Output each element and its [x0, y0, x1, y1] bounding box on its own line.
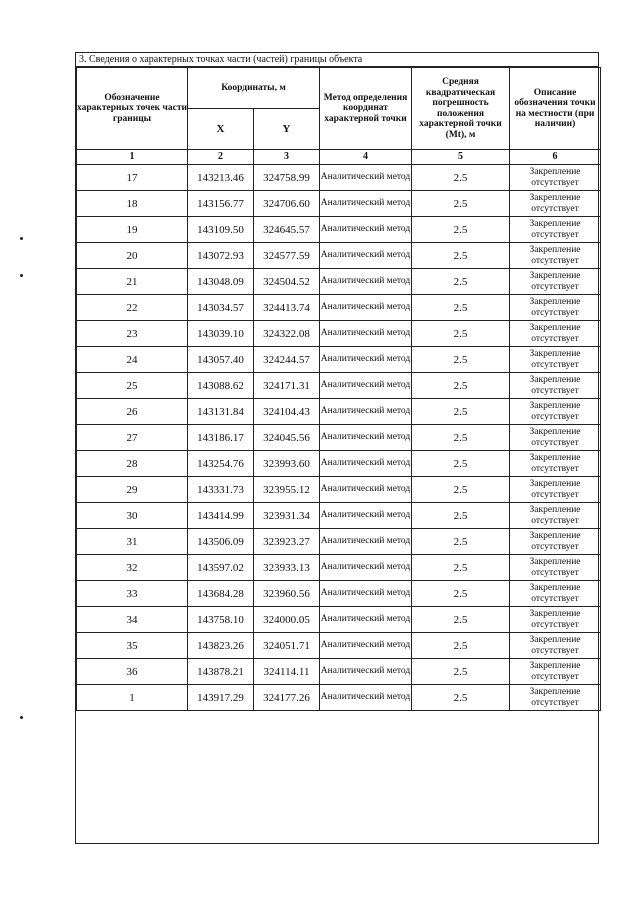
description-cell: Закрепление отсутствует: [510, 217, 601, 243]
accuracy-cell: 2.5: [412, 581, 510, 607]
accuracy-cell: 2.5: [412, 503, 510, 529]
description-cell: Закрепление отсутствует: [510, 555, 601, 581]
column-number: 1: [77, 150, 188, 165]
table-row: [77, 685, 601, 711]
document-frame: [75, 52, 599, 844]
column-number: 6: [510, 150, 601, 165]
description-cell: Закрепление отсутствует: [510, 243, 601, 269]
table-row: [77, 425, 601, 451]
description-cell: Закрепление отсутствует: [510, 425, 601, 451]
description-cell: Закрепление отсутствует: [510, 581, 601, 607]
method-cell: Аналитический метод: [320, 529, 412, 555]
point-cell: 22: [77, 295, 188, 321]
accuracy-cell: 2.5: [412, 269, 510, 295]
table-row: [77, 243, 601, 269]
description-cell: Закрепление отсутствует: [510, 451, 601, 477]
y-coordinate-cell: 323955.12: [254, 477, 320, 503]
description-cell: Закрепление отсутствует: [510, 399, 601, 425]
method-cell: Аналитический метод: [320, 373, 412, 399]
point-cell: 19: [77, 217, 188, 243]
accuracy-cell: 2.5: [412, 425, 510, 451]
y-coordinate-cell: 323931.34: [254, 503, 320, 529]
y-coordinate-cell: 324645.57: [254, 217, 320, 243]
y-coordinate-cell: 324104.43: [254, 399, 320, 425]
point-cell: 17: [77, 165, 188, 191]
table-row: [77, 191, 601, 217]
point-cell: 1: [77, 685, 188, 711]
method-cell: Аналитический метод: [320, 425, 412, 451]
header-accuracy: Средняя квадратическая погрешность положения характерной точки (Mt), м: [412, 68, 510, 150]
accuracy-cell: 2.5: [412, 347, 510, 373]
header-x: X: [188, 109, 254, 150]
table-row: [77, 373, 601, 399]
y-coordinate-cell: 324177.26: [254, 685, 320, 711]
table-row: [77, 399, 601, 425]
point-cell: 28: [77, 451, 188, 477]
column-numbers-row: [77, 150, 601, 165]
y-coordinate-cell: 324045.56: [254, 425, 320, 451]
method-cell: Аналитический метод: [320, 191, 412, 217]
description-cell: Закрепление отсутствует: [510, 295, 601, 321]
x-coordinate-cell: 143331.73: [188, 477, 254, 503]
scan-dot: [20, 274, 23, 277]
accuracy-cell: 2.5: [412, 659, 510, 685]
table-row: [77, 321, 601, 347]
x-coordinate-cell: 143878.21: [188, 659, 254, 685]
accuracy-cell: 2.5: [412, 529, 510, 555]
x-coordinate-cell: 143109.50: [188, 217, 254, 243]
point-cell: 30: [77, 503, 188, 529]
y-coordinate-cell: 324171.31: [254, 373, 320, 399]
accuracy-cell: 2.5: [412, 555, 510, 581]
description-cell: Закрепление отсутствует: [510, 269, 601, 295]
x-coordinate-cell: 143048.09: [188, 269, 254, 295]
description-cell: Закрепление отсутствует: [510, 529, 601, 555]
header-y: Y: [254, 109, 320, 150]
table-row: [77, 607, 601, 633]
y-coordinate-cell: 324051.71: [254, 633, 320, 659]
point-cell: 36: [77, 659, 188, 685]
x-coordinate-cell: 143131.84: [188, 399, 254, 425]
description-cell: Закрепление отсутствует: [510, 477, 601, 503]
section-title: 3. Сведения о характерных точках части (частей) границы объекта: [76, 53, 598, 67]
header-method: Метод определения координат характерной точки: [320, 68, 412, 150]
description-cell: Закрепление отсутствует: [510, 373, 601, 399]
header-point: Обозначение характерных точек части границы: [77, 68, 188, 150]
y-coordinate-cell: 324000.05: [254, 607, 320, 633]
point-cell: 33: [77, 581, 188, 607]
point-cell: 27: [77, 425, 188, 451]
x-coordinate-cell: 143156.77: [188, 191, 254, 217]
table-row: [77, 451, 601, 477]
point-cell: 31: [77, 529, 188, 555]
method-cell: Аналитический метод: [320, 581, 412, 607]
method-cell: Аналитический метод: [320, 451, 412, 477]
table-row: [77, 633, 601, 659]
table-row: [77, 529, 601, 555]
accuracy-cell: 2.5: [412, 633, 510, 659]
method-cell: Аналитический метод: [320, 607, 412, 633]
accuracy-cell: 2.5: [412, 191, 510, 217]
point-cell: 21: [77, 269, 188, 295]
y-coordinate-cell: 324504.52: [254, 269, 320, 295]
x-coordinate-cell: 143597.02: [188, 555, 254, 581]
point-cell: 20: [77, 243, 188, 269]
method-cell: Аналитический метод: [320, 165, 412, 191]
accuracy-cell: 2.5: [412, 373, 510, 399]
x-coordinate-cell: 143254.76: [188, 451, 254, 477]
x-coordinate-cell: 143039.10: [188, 321, 254, 347]
x-coordinate-cell: 143917.29: [188, 685, 254, 711]
scan-dot: [20, 716, 23, 719]
accuracy-cell: 2.5: [412, 607, 510, 633]
accuracy-cell: 2.5: [412, 165, 510, 191]
method-cell: Аналитический метод: [320, 295, 412, 321]
point-cell: 23: [77, 321, 188, 347]
x-coordinate-cell: 143506.09: [188, 529, 254, 555]
method-cell: Аналитический метод: [320, 347, 412, 373]
method-cell: Аналитический метод: [320, 243, 412, 269]
description-cell: Закрепление отсутствует: [510, 633, 601, 659]
method-cell: Аналитический метод: [320, 555, 412, 581]
accuracy-cell: 2.5: [412, 295, 510, 321]
accuracy-cell: 2.5: [412, 477, 510, 503]
x-coordinate-cell: 143758.10: [188, 607, 254, 633]
description-cell: Закрепление отсутствует: [510, 503, 601, 529]
table-row: [77, 503, 601, 529]
column-number: 2: [188, 150, 254, 165]
table-row: [77, 165, 601, 191]
point-cell: 35: [77, 633, 188, 659]
method-cell: Аналитический метод: [320, 217, 412, 243]
y-coordinate-cell: 323960.56: [254, 581, 320, 607]
method-cell: Аналитический метод: [320, 659, 412, 685]
accuracy-cell: 2.5: [412, 685, 510, 711]
y-coordinate-cell: 324706.60: [254, 191, 320, 217]
description-cell: Закрепление отсутствует: [510, 347, 601, 373]
description-cell: Закрепление отсутствует: [510, 165, 601, 191]
accuracy-cell: 2.5: [412, 243, 510, 269]
y-coordinate-cell: 323933.13: [254, 555, 320, 581]
x-coordinate-cell: 143823.26: [188, 633, 254, 659]
point-cell: 18: [77, 191, 188, 217]
y-coordinate-cell: 324758.99: [254, 165, 320, 191]
point-cell: 29: [77, 477, 188, 503]
x-coordinate-cell: 143414.99: [188, 503, 254, 529]
method-cell: Аналитический метод: [320, 269, 412, 295]
y-coordinate-cell: 323923.27: [254, 529, 320, 555]
table-row: [77, 659, 601, 685]
accuracy-cell: 2.5: [412, 451, 510, 477]
point-cell: 34: [77, 607, 188, 633]
accuracy-cell: 2.5: [412, 217, 510, 243]
column-number: 3: [254, 150, 320, 165]
scan-dot: [20, 237, 23, 240]
y-coordinate-cell: 323993.60: [254, 451, 320, 477]
point-cell: 26: [77, 399, 188, 425]
table-row: [77, 477, 601, 503]
point-cell: 32: [77, 555, 188, 581]
accuracy-cell: 2.5: [412, 399, 510, 425]
x-coordinate-cell: 143186.17: [188, 425, 254, 451]
x-coordinate-cell: 143213.46: [188, 165, 254, 191]
column-number: 5: [412, 150, 510, 165]
point-cell: 25: [77, 373, 188, 399]
point-cell: 24: [77, 347, 188, 373]
table-row: [77, 581, 601, 607]
y-coordinate-cell: 324577.59: [254, 243, 320, 269]
y-coordinate-cell: 324322.08: [254, 321, 320, 347]
description-cell: Закрепление отсутствует: [510, 685, 601, 711]
boundary-points-table: [76, 67, 601, 711]
method-cell: Аналитический метод: [320, 477, 412, 503]
header-coordinates: Координаты, м: [188, 68, 320, 109]
method-cell: Аналитический метод: [320, 503, 412, 529]
y-coordinate-cell: 324244.57: [254, 347, 320, 373]
header-description: Описание обозначения точки на местности (при наличии): [510, 68, 601, 150]
table-row: [77, 269, 601, 295]
description-cell: Закрепление отсутствует: [510, 607, 601, 633]
x-coordinate-cell: 143072.93: [188, 243, 254, 269]
method-cell: Аналитический метод: [320, 321, 412, 347]
description-cell: Закрепление отсутствует: [510, 659, 601, 685]
x-coordinate-cell: 143034.57: [188, 295, 254, 321]
method-cell: Аналитический метод: [320, 685, 412, 711]
y-coordinate-cell: 324114.11: [254, 659, 320, 685]
method-cell: Аналитический метод: [320, 399, 412, 425]
y-coordinate-cell: 324413.74: [254, 295, 320, 321]
x-coordinate-cell: 143057.40: [188, 347, 254, 373]
table-row: [77, 217, 601, 243]
method-cell: Аналитический метод: [320, 633, 412, 659]
table-row: [77, 295, 601, 321]
x-coordinate-cell: 143684.28: [188, 581, 254, 607]
table-row: [77, 555, 601, 581]
x-coordinate-cell: 143088.62: [188, 373, 254, 399]
accuracy-cell: 2.5: [412, 321, 510, 347]
column-number: 4: [320, 150, 412, 165]
description-cell: Закрепление отсутствует: [510, 191, 601, 217]
description-cell: Закрепление отсутствует: [510, 321, 601, 347]
table-row: [77, 347, 601, 373]
